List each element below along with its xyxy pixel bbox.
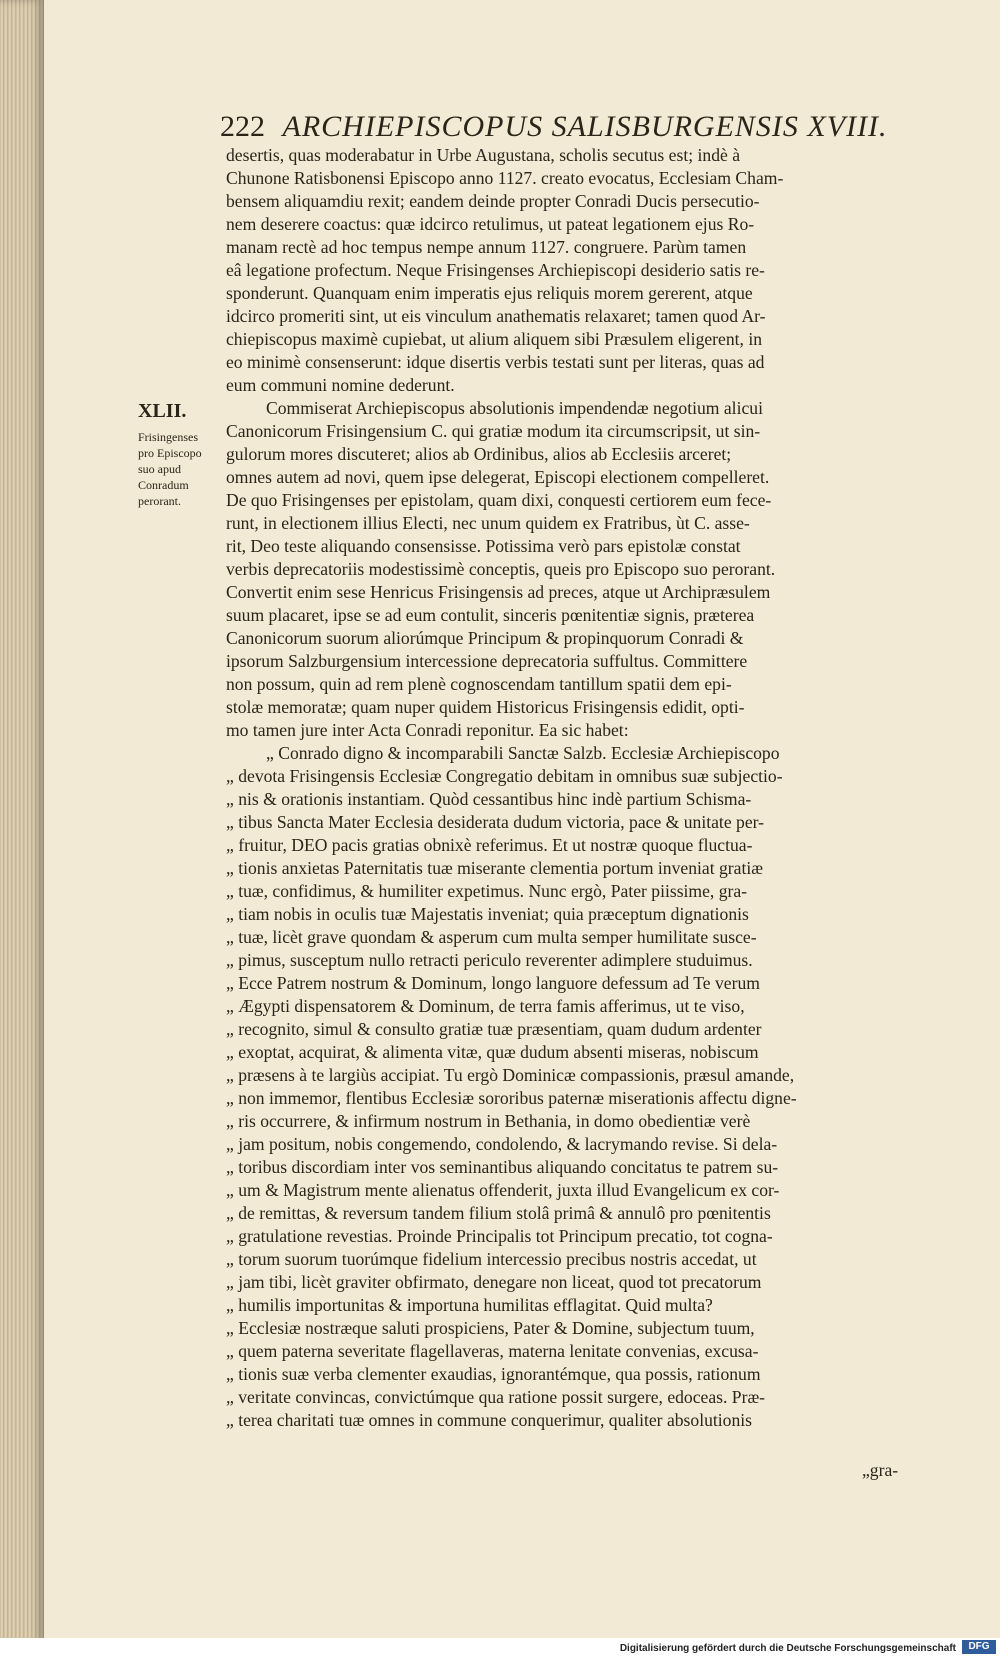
text-line: bensem aliquamdiu rexit; eandem deinde propter Conradi Ducis persecutio- — [226, 191, 760, 211]
quote-line: „ torum suorum tuorúmque fidelium intercessio precibus nostris accedat, ut — [226, 1249, 757, 1269]
margin-line: suo apud — [138, 462, 181, 476]
section-number: XLII. — [138, 400, 187, 422]
text-line: verbis deprecatoriis modestissimè conceptis, queis pro Episcopo suo perorant. — [226, 559, 776, 579]
text-line: ipsorum Salzburgensium intercessione deprecatoria suffultus. Committere — [226, 651, 748, 671]
margin-line: pro Episcopo — [138, 446, 202, 460]
quote-line: „ Ægypti dispensatorem & Dominum, de terra famis afferimus, ut te viso, — [226, 996, 745, 1016]
text-line: Canonicorum suorum aliorúmque Principum & propinquorum Conradi & — [226, 628, 744, 648]
quote-line: „ præsens à te largiùs accipiat. Tu ergò Dominicæ compassionis, præsul amande, — [226, 1065, 795, 1085]
quote-line: „ recognito, simul & consulto gratiæ tuæ præsentiam, quam dudum ardenter — [226, 1019, 762, 1039]
quote-line: „ pimus, susceptum nullo retracti periculo reverenter adimplere studuimus. — [226, 950, 753, 970]
margin-line: perorant. — [138, 494, 181, 508]
margin-line: Frisingenses — [138, 430, 198, 444]
quote-line: „ Ecce Patrem nostrum & Dominum, longo languore defessum ad Te verum — [226, 973, 760, 993]
text-line: sponderunt. Quanquam enim imperatis ejus reliquis morem gererent, atque — [226, 283, 753, 303]
text-line: rit, Deo teste aliquando consensisse. Potissima verò pars epistolæ constat — [226, 536, 741, 556]
quote-line: „ tionis suæ verba clementer exaudias, ignorantémque, qua possis, rationum — [226, 1364, 761, 1384]
running-head — [220, 110, 920, 144]
text-line: runt, in electionem illius Electi, nec unum quidem ex Fratribus, ùt C. asse- — [226, 513, 750, 533]
text-line: chiepiscopus maximè cupiebat, ut alium aliquem sibi Præsulem eligerent, in — [226, 329, 763, 349]
quote-line: „ veritate convincas, convictúmque qua ratione possit surgere, edoceas. Præ- — [226, 1387, 766, 1407]
text-line: stolæ memoratæ; quam nuper quidem Historicus Frisingensis edidit, opti- — [226, 697, 745, 717]
text-line: non possum, quin ad rem plenè cognoscendam tantillum spatii dem epi- — [226, 674, 732, 694]
quote-line: „ devota Frisingensis Ecclesiæ Congregatio debitam in omnibus suæ subjectio- — [226, 766, 783, 786]
text-line: nem deserere coactus: quæ idcirco retulimus, ut pateat legationem ejus Ro- — [226, 214, 755, 234]
quote-line: „ de remittas, & reversum tandem filium stolâ primâ & annulô pro pœnitentis — [226, 1203, 771, 1223]
text-line: omnes autem ad novi, quem ipse delegerat, Episcopi electionem compelleret. — [226, 467, 770, 487]
catchword: „gra- — [862, 1460, 899, 1480]
quote-line: „ tiam nobis in oculis tuæ Majestatis inveniat; quia præceptum dignationis — [226, 904, 749, 924]
text-line: Commiserat Archiepiscopus absolutionis impendendæ negotium alicui — [266, 398, 763, 418]
quote-line: „ tuæ, licèt grave quondam & asperum cum multa semper humilitate susce- — [226, 927, 757, 947]
margin-line: Conradum — [138, 478, 189, 492]
text-line: manam rectè ad hoc tempus nempe annum 1127. congruere. Parùm tamen — [226, 237, 747, 257]
quote-line: „ non immemor, flentibus Ecclesiæ sororibus paternæ miserationis affectu digne- — [226, 1088, 797, 1108]
quote-line: „ exoptat, acquirat, & alimenta vitæ, quæ dudum absenti miseras, nobiscum — [226, 1042, 759, 1062]
text-line: gulorum mores discuteret; alios ab Ordinibus, alios ab Ecclesiis arceret; — [226, 444, 732, 464]
text-line: suum placaret, ipse se ad eum contulit, sinceris pœnitentiæ signis, præterea — [226, 605, 755, 625]
page-number: 222 — [220, 110, 265, 143]
text-line: eum communi nomine dederunt. — [226, 375, 455, 395]
quote-line: „ Conrado digno & incomparabili Sanctæ Salzb. Ecclesiæ Archiepiscopo — [266, 743, 780, 763]
quote-line: „ jam positum, nobis congemendo, condolendo, & lacrymando revise. Si dela- — [226, 1134, 778, 1154]
quote-line: „ quem paterna severitate flagellaveras, materna lenitate convenias, excusa- — [226, 1341, 759, 1361]
text-line: mo tamen jure inter Acta Conradi reponitur. Ea sic habet: — [226, 720, 629, 740]
text-line: eo minimè consenserunt: idque disertis verbis testati sunt per literas, quas ad — [226, 352, 765, 372]
quote-line: „ gratulatione revestias. Proinde Principalis tot Principum precatio, tot cogna- — [226, 1226, 773, 1246]
running-title: ARCHIEPISCOPUS SALISBURGENSIS XVIII. — [282, 110, 888, 143]
quote-line: „ fruitur, DEO pacis gratias obnixè referimus. Et ut nostræ quoque fluctua- — [226, 835, 753, 855]
body-text — [226, 144, 920, 1432]
text-line: Canonicorum Frisingensium C. qui gratiæ modum ita circumscripsit, ut sin- — [226, 421, 761, 441]
quote-line: „ um & Magistrum mente alienatus offenderit, juxta illud Evangelicum ex cor- — [226, 1180, 780, 1200]
quote-line: „ jam tibi, licèt graviter obfirmato, denegare non liceat, quod tot precatorum — [226, 1272, 762, 1292]
quote-line: „ tionis anxietas Paternitatis tuæ miserante clementia portum inveniat gratiæ — [226, 858, 763, 878]
quote-line: „ tibus Sancta Mater Ecclesia desiderata dudum victoria, pace & unitate per- — [226, 812, 764, 832]
quote-line: „ tuæ, confidimus, & humiliter expetimus. Nunc ergò, Pater piissime, gra- — [226, 881, 748, 901]
margin-note — [138, 400, 228, 509]
quote-line: „ terea charitati tuæ omnes in commune conquerimur, qualiter absolutionis — [226, 1410, 752, 1430]
quote-line: „ ris occurrere, & infirmum nostrum in Bethania, in domo obedientiæ verè — [226, 1111, 751, 1131]
margin-summary — [138, 429, 228, 509]
footer-credit: Digitalisierung gefördert durch die Deutsche Forschungsgemeinschaft — [619, 1643, 956, 1654]
text-line: Convertit enim sese Henricus Frisingensis ad preces, atque ut Archipræsulem — [226, 582, 771, 602]
text-line: desertis, quas moderabatur in Urbe Augustana, scholis secutus est; indè à — [226, 145, 741, 165]
text-line: De quo Frisingenses per epistolam, quam dixi, conquesti certiorem eum fece- — [226, 490, 772, 510]
quote-line: „ toribus discordiam inter vos seminantibus aliquando concitatus te patrem su- — [226, 1157, 779, 1177]
quote-line: „ nis & orationis instantiam. Quòd cessantibus hinc indè partium Schisma- — [226, 789, 752, 809]
dfg-logo-icon: DFG — [962, 1640, 996, 1654]
text-line: Chunone Ratisbonensi Episcopo anno 1127. creato evocatus, Ecclesiam Cham- — [226, 168, 784, 188]
page-edges — [0, 0, 44, 1656]
text-line: idcirco promeriti sint, ut eis vinculum anathematis relaxaret; tamen quod Ar- — [226, 306, 766, 326]
text-line: eâ legatione profectum. Neque Frisingenses Archiepiscopi desiderio satis re- — [226, 260, 765, 280]
digitization-footer — [0, 1638, 1000, 1656]
quote-line: „ humilis importunitas & importuna humilitas efflagitat. Quid multa? — [226, 1295, 713, 1315]
quote-line: „ Ecclesiæ nostræque saluti prospiciens, Pater & Domine, subjectum tuum, — [226, 1318, 755, 1338]
